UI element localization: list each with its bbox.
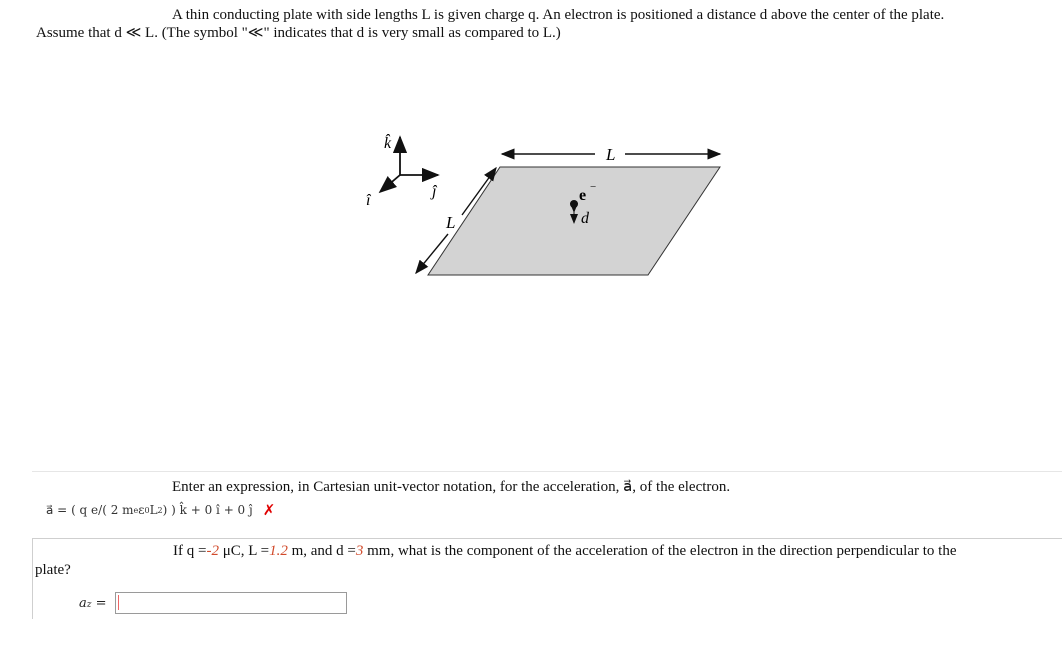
j-axis-label: ĵ — [432, 183, 437, 200]
intro-line-1: A thin conducting plate with side lengths L is given charge q. An electron is positioned a distance d above the center of the plate. — [172, 7, 945, 23]
plate-diagram — [350, 120, 750, 290]
part2-prompt-d: mm, what is the component of the acceleration of the electron in the direction perpendicular to the — [363, 543, 957, 559]
answer-sup-2: 2 — [157, 505, 163, 515]
az-label-eq: = — [91, 596, 107, 611]
incorrect-x-icon: ✗ — [262, 501, 276, 519]
d-value: 3 — [355, 543, 364, 559]
answer-lhs: a⃗ = — [46, 503, 68, 517]
side-length-label: L — [446, 213, 456, 232]
part2-prompt — [173, 542, 1053, 560]
az-label-a: a — [79, 596, 87, 611]
problem-statement — [36, 6, 1046, 42]
answer-tail: ) ) k̂ + 0 î + 0 ĵ — [162, 503, 253, 517]
answer-body: ( q e/( 2 m — [71, 503, 134, 517]
i-axis-arrow — [380, 175, 400, 192]
part1-answer — [46, 501, 275, 519]
q-value: -2 — [206, 543, 219, 559]
part2-prompt-c: m, and d = — [287, 543, 356, 559]
electron-label: e — [579, 187, 587, 204]
part2-box — [32, 538, 1062, 619]
az-answer-input[interactable] — [115, 592, 347, 614]
answer-sub-e: e — [133, 505, 139, 515]
top-length-label: L — [606, 145, 616, 164]
intro-line-2: Assume that d ≪ L. (The symbol "≪" indicates that d is very small as compared to L.) — [36, 25, 561, 41]
electron-dot — [570, 200, 578, 208]
part2-prompt-b: μC, L = — [218, 543, 270, 559]
text-caret — [118, 595, 119, 610]
distance-label: d — [581, 210, 589, 227]
part1-prompt: Enter an expression, in Cartesian unit-vector notation, for the acceleration, a⃗, of the electron. — [172, 479, 731, 495]
answer-epsilon: ε — [138, 503, 145, 517]
section-divider — [32, 471, 1062, 472]
k-axis-label: k̂ — [384, 135, 392, 152]
answer-sub-0: 0 — [144, 505, 150, 515]
electron-charge-sign: − — [590, 181, 597, 193]
L-value: 1.2 — [269, 543, 288, 559]
part2-prompt-a: If q = — [173, 543, 207, 559]
az-label — [79, 596, 107, 611]
answer-L: L — [149, 503, 158, 517]
i-axis-label: î — [366, 192, 371, 209]
part2-prompt-wrap: plate? — [35, 562, 71, 578]
az-label-sub: z — [86, 600, 92, 610]
